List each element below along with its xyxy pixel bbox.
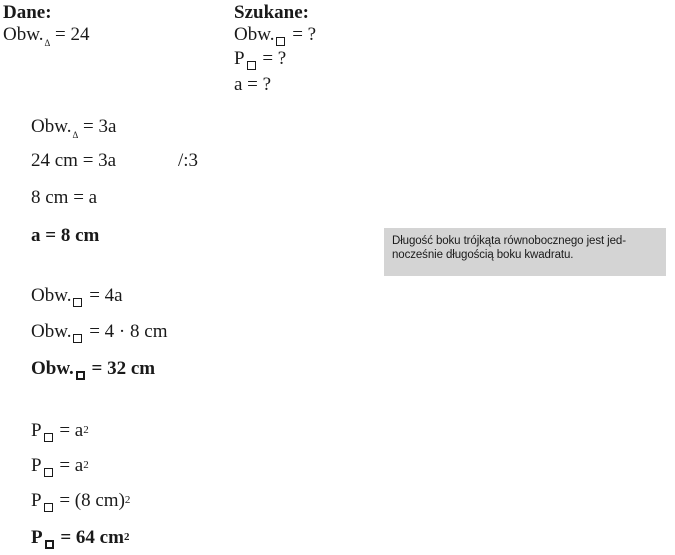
value: = 4a xyxy=(84,285,123,306)
value: = a xyxy=(54,420,84,441)
obw-label: Obw. xyxy=(31,116,72,137)
division-operation: /:3 xyxy=(178,150,199,171)
square-subscript-icon xyxy=(276,37,285,46)
given-triangle-perimeter xyxy=(3,24,89,48)
sought-side: a = ? xyxy=(234,74,272,95)
square-subscript-icon xyxy=(73,298,82,307)
solution-line-2: 24 cm = 3a xyxy=(31,150,117,171)
side-note-box xyxy=(384,228,666,276)
p-label: P xyxy=(31,527,43,548)
solution-line-9 xyxy=(31,455,89,477)
p-label: P xyxy=(31,455,42,476)
p-label: P xyxy=(31,490,42,511)
square-subscript-icon xyxy=(73,334,82,343)
solution-result-perimeter xyxy=(31,358,155,380)
p-label: P xyxy=(31,420,42,441)
exponent: 2 xyxy=(124,494,131,506)
solution-result-side: a = 8 cm xyxy=(31,225,100,246)
triangle-subscript: Δ xyxy=(72,130,79,140)
given-heading: Dane: xyxy=(3,2,52,23)
exponent: 2 xyxy=(83,424,89,436)
obw-label: Obw. xyxy=(3,24,44,45)
solution-line-6 xyxy=(31,321,167,343)
square-subscript-icon xyxy=(45,540,54,549)
p-label: P xyxy=(234,48,245,69)
solution-line-1 xyxy=(31,116,116,140)
square-subscript-icon xyxy=(76,371,85,380)
square-subscript-icon xyxy=(44,433,53,442)
solution-line-10 xyxy=(31,490,130,512)
obw-label: Obw. xyxy=(234,24,275,45)
obw-value: = 24 xyxy=(50,24,90,45)
sought-square-perimeter xyxy=(234,24,316,46)
value: = 32 cm xyxy=(86,358,156,379)
square-subscript-icon xyxy=(44,503,53,512)
obw-label: Obw. xyxy=(31,285,72,306)
value: = 4 · 8 cm xyxy=(84,321,168,342)
solution-result-area xyxy=(31,527,129,549)
value: = ? xyxy=(287,24,317,45)
value: = (8 cm) xyxy=(54,490,125,511)
value: = ? xyxy=(257,48,287,69)
exponent: 2 xyxy=(83,459,89,471)
square-subscript-icon xyxy=(44,468,53,477)
square-subscript-icon xyxy=(247,61,256,70)
value: = a xyxy=(54,455,84,476)
solution-line-5 xyxy=(31,285,123,307)
value: = 64 cm xyxy=(55,527,124,548)
solution-line-3: 8 cm = a xyxy=(31,187,98,208)
exponent: 2 xyxy=(123,531,130,543)
sought-heading: Szukane: xyxy=(234,2,309,23)
solution-line-8 xyxy=(31,420,89,442)
value: = 3a xyxy=(78,116,117,137)
obw-label: Obw. xyxy=(31,358,74,379)
sought-square-area xyxy=(234,48,286,70)
triangle-subscript: Δ xyxy=(44,38,51,48)
side-note-text: Długość boku trójkąta równobocznego jest jed-nocześnie długością boku kwadratu. xyxy=(392,235,626,261)
obw-label: Obw. xyxy=(31,321,72,342)
